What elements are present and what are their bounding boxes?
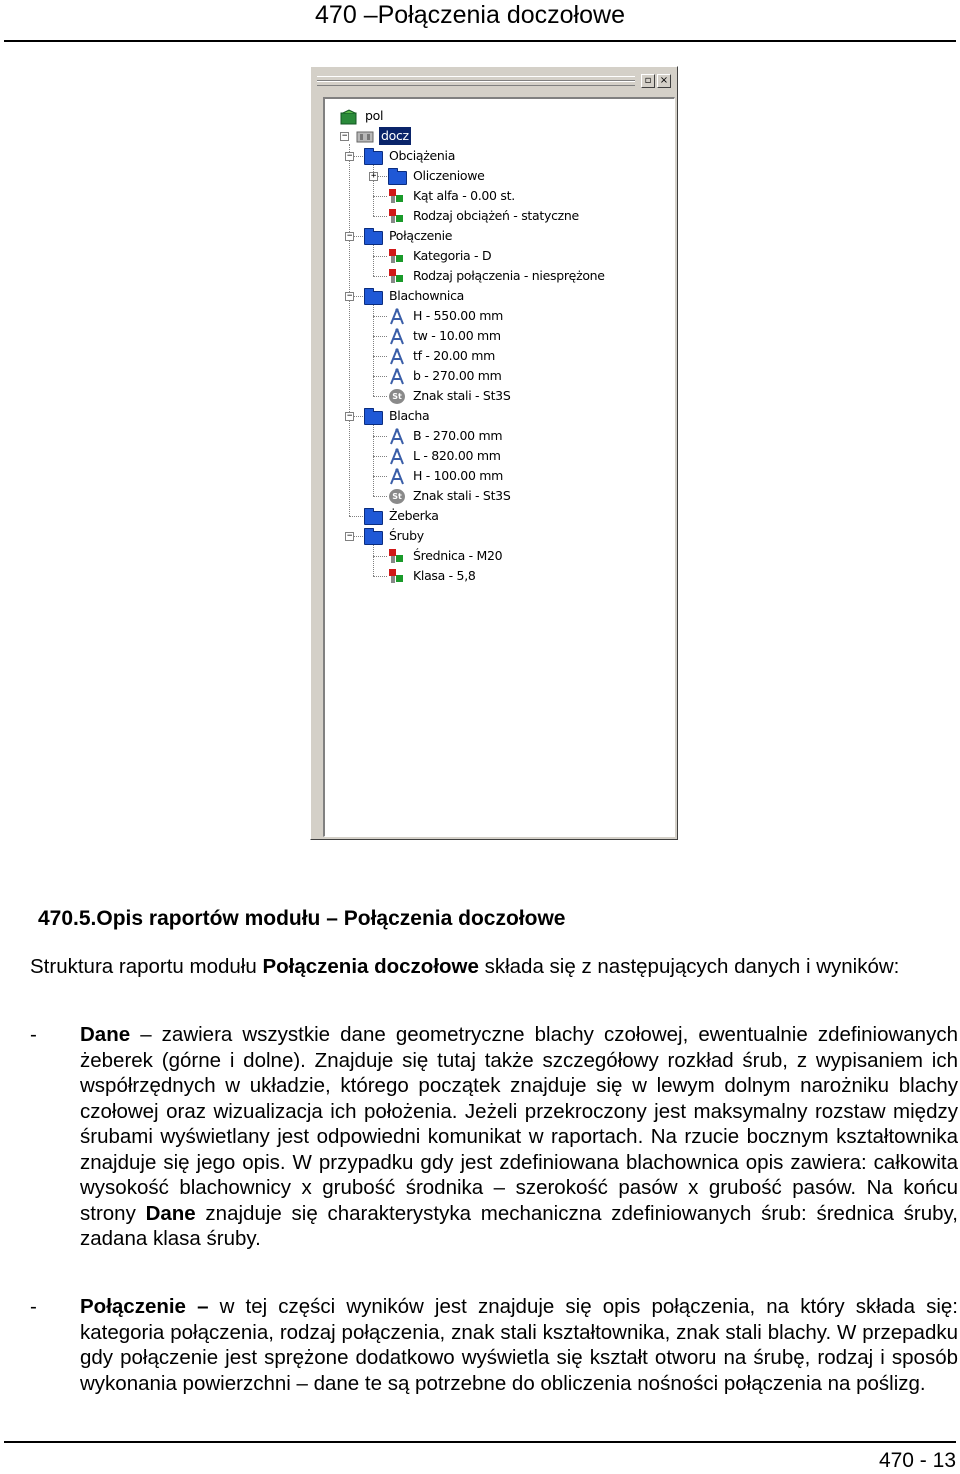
tree-connector bbox=[373, 576, 387, 577]
tree-item-label: L - 820.00 mm bbox=[413, 448, 501, 463]
intro-text: Struktura raportu modułu bbox=[30, 955, 263, 978]
close-button[interactable]: × bbox=[657, 74, 671, 88]
page-number: 470 - 13 bbox=[878, 1449, 956, 1472]
flag-icon bbox=[387, 248, 407, 264]
tree-item-label: Znak stali - St3S bbox=[413, 388, 511, 403]
folder-icon bbox=[387, 168, 407, 184]
dimension-icon bbox=[387, 468, 407, 484]
window-toolbar bbox=[317, 73, 671, 89]
tree-item-label: Klasa - 5,8 bbox=[413, 568, 476, 583]
tree-connector bbox=[373, 244, 374, 276]
tree-item-label: Kąt alfa - 0.00 st. bbox=[413, 188, 515, 203]
section-title: Opis raportów modułu – Połączenia doczołowe bbox=[96, 907, 566, 930]
tree-item-label: H - 100.00 mm bbox=[413, 468, 504, 483]
collapse-toggle[interactable]: − bbox=[346, 531, 353, 541]
tree-connector bbox=[373, 356, 387, 357]
tree-connector bbox=[373, 196, 387, 197]
folder-icon bbox=[363, 228, 383, 244]
tree-item-label: Blachownica bbox=[389, 288, 465, 303]
tree-item-label: H - 550.00 mm bbox=[413, 308, 504, 323]
tree-item-label: Rodzaj obciążeń - statyczne bbox=[413, 208, 579, 223]
collapse-toggle[interactable]: − bbox=[341, 131, 348, 141]
tree-connector bbox=[373, 436, 387, 437]
tree-item-label: Połączenie bbox=[389, 228, 453, 243]
flag-icon bbox=[387, 268, 407, 284]
tree-connector bbox=[349, 516, 363, 517]
expand-toggle[interactable]: + bbox=[370, 171, 377, 181]
folder-icon bbox=[363, 288, 383, 304]
tree-connector bbox=[373, 456, 387, 457]
dimension-icon bbox=[387, 428, 407, 444]
collapse-toggle[interactable]: − bbox=[346, 291, 353, 301]
tree-item-label: tw - 10.00 mm bbox=[413, 328, 501, 343]
dimension-icon bbox=[387, 308, 407, 324]
steel-icon: St bbox=[387, 388, 407, 404]
item-text: znajduje się charakterystyka mechaniczna zdefiniowanych śrub: średnica śruby, zadana klasa śruby. bbox=[80, 1201, 958, 1250]
item-text: w tej części wyników jest znajduje się opis połączenia, na który składa się: kategoria połączenia, rodzaj połączenia, znak stali kształtownika, znak stali blachy. W przepadku gdy połączenie jest sprężone dodatkowo wyświetla się kształt otworu na śrubę, rodzaj i sposób wykonania powierzchni – dane te są potrzebne do obliczenia nośności połączenia na poślizg. bbox=[80, 1295, 959, 1395]
tree-item-label: B - 270.00 mm bbox=[413, 428, 503, 443]
tree-connector bbox=[373, 216, 387, 217]
section-heading bbox=[38, 905, 565, 933]
report-tree[interactable] bbox=[323, 97, 675, 837]
tree-item-label: Żeberka bbox=[389, 508, 439, 523]
intro-paragraph bbox=[30, 954, 958, 980]
folder-icon bbox=[363, 408, 383, 424]
tree-connector bbox=[373, 316, 387, 317]
dimension-icon bbox=[387, 348, 407, 364]
tree-connector bbox=[373, 376, 387, 377]
flag-icon bbox=[387, 548, 407, 564]
drag-grip[interactable] bbox=[317, 76, 635, 86]
tree-connector bbox=[373, 476, 387, 477]
item-term: Dane bbox=[145, 1201, 196, 1225]
module-name: Połączenia doczołowe bbox=[262, 955, 479, 978]
tree-item-label: Kategoria - D bbox=[413, 248, 492, 263]
tree-connector bbox=[373, 424, 374, 496]
dimension-icon bbox=[387, 368, 407, 384]
item-text: – zawiera wszystkie dane geometryczne blachy czołowej, ewentualnie zdefiniowanych żeberek (górne i dolne). Znajduje się tutaj także szczegółowy rozkład śrub, z wypisaniem ich współrzędnych w układzie, którego początek znajduje się w lewym dolnym narożniku blachy czołowej oraz wizualizacja ich położenia. Jeżeli przekroczony jest maksymalny rozstaw między śrubami wyświetlany jest odpowiedni komunikat w raportach. Na rzucie bocznym kształtownika znajduje się jego opis. W przypadku gdy jest zdefiniowana blachownica opis zawiera: całkowita wysokość blachownicy x grubość środnika – szerokość pasów x grubość pasów. Na końcu strony bbox=[80, 1023, 958, 1225]
header-rule bbox=[4, 40, 956, 42]
folder-icon bbox=[363, 528, 383, 544]
page-header bbox=[0, 0, 960, 44]
tree-item-label: Oliczeniowe bbox=[413, 168, 485, 183]
list-bullet: - bbox=[30, 1295, 37, 1318]
tree-item-label: Śruby bbox=[389, 528, 424, 543]
tree-connector bbox=[373, 304, 374, 396]
dimension-icon bbox=[387, 448, 407, 464]
tree-connector bbox=[373, 496, 387, 497]
tree-item-label: docz bbox=[381, 128, 409, 143]
tree-connector bbox=[373, 556, 387, 557]
folder-icon bbox=[363, 148, 383, 164]
tree-item-label: pol bbox=[365, 108, 384, 123]
list-item-polaczenie bbox=[80, 1294, 958, 1396]
tree-connector bbox=[373, 256, 387, 257]
tree-connector bbox=[373, 396, 387, 397]
page-title: 470 –Połączenia doczołowe bbox=[315, 1, 625, 29]
tree-item-label: Blacha bbox=[389, 408, 430, 423]
tree-connector bbox=[349, 144, 350, 516]
list-bullet: - bbox=[30, 1023, 37, 1046]
list-item-dane bbox=[80, 1022, 958, 1252]
module-icon bbox=[355, 128, 375, 144]
intro-text-end: składa się z następujących danych i wyników: bbox=[478, 955, 900, 978]
tree-window bbox=[310, 66, 678, 840]
steel-icon: St bbox=[387, 488, 407, 504]
flag-icon bbox=[387, 208, 407, 224]
collapse-toggle[interactable]: − bbox=[346, 151, 353, 161]
flag-icon bbox=[387, 188, 407, 204]
tree-item-label: tf - 20.00 mm bbox=[413, 348, 495, 363]
item-term: Dane bbox=[80, 1023, 131, 1046]
tree-item-label: Rodzaj połączenia - niesprężone bbox=[413, 268, 605, 283]
flag-icon bbox=[387, 568, 407, 584]
footer-rule bbox=[4, 1441, 956, 1443]
tree-item-label: b - 270.00 mm bbox=[413, 368, 502, 383]
dimension-icon bbox=[387, 328, 407, 344]
folder-icon bbox=[363, 508, 383, 524]
collapse-toggle[interactable]: − bbox=[346, 231, 353, 241]
project-icon bbox=[339, 108, 359, 124]
restore-button[interactable]: ▫ bbox=[641, 74, 655, 88]
collapse-toggle[interactable]: − bbox=[346, 411, 353, 421]
tree-item-label: Obciążenia bbox=[389, 148, 456, 163]
tree-connector bbox=[373, 544, 374, 576]
item-term: Połączenie – bbox=[80, 1295, 209, 1318]
tree-item-label: Znak stali - St3S bbox=[413, 488, 511, 503]
tree-connector bbox=[373, 336, 387, 337]
tree-connector bbox=[373, 276, 387, 277]
section-number: 470.5. bbox=[38, 907, 97, 930]
tree-item-label: Średnica - M20 bbox=[413, 548, 503, 563]
